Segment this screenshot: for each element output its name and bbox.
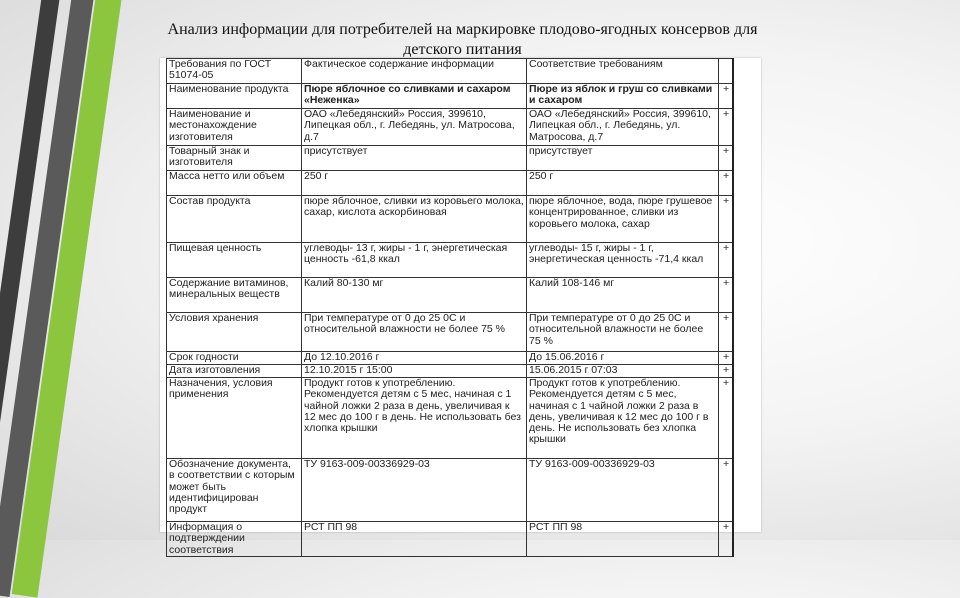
table-row (167, 59, 733, 84)
table-cell-c1: Состав продукта (167, 196, 302, 243)
table-row (167, 459, 733, 522)
table-row (167, 243, 733, 278)
table-cell-c1: Наименование продукта (167, 84, 302, 109)
table-image (160, 58, 761, 556)
table-row (167, 313, 733, 352)
table-cell-c1: Требования по ГОСТ 51074-05 (167, 59, 302, 84)
table-cell-c3: пюре яблочное, вода, пюре грушевое концентрированное, сливки из коровьего молока, сахар (527, 196, 719, 243)
table-cell-c2: пюре яблочное, сливки из коровьего молока, сахар, кислота аскорбиновая (302, 196, 527, 243)
table-cell-c2: До 12.10.2016 г (302, 352, 527, 365)
table-cell-c1: Обозначение документа, в соответствии с которым может быть идентифицирован продукт (167, 459, 302, 522)
table-cell-c1: Товарный знак и изготовителя (167, 146, 302, 171)
table-cell-c4: + (719, 459, 733, 522)
table-cell-c1: Пищевая ценность (167, 243, 302, 278)
table-cell-c3: Калий 108-146 мг (527, 278, 719, 313)
table-cell-c4: + (719, 352, 733, 365)
table-cell-c1: Условия хранения (167, 313, 302, 352)
slide-title: Анализ информации для потребителей на маркировке плодово-ягодных консервов для детского питания (167, 21, 758, 58)
table-cell-c4: + (719, 146, 733, 171)
table-cell-c1: Срок годности (167, 352, 302, 365)
table-cell-c2: 250 г (302, 171, 527, 196)
table-cell-c1: Масса нетто или объем (167, 171, 302, 196)
table-cell-c2: Продукт готов к употреблению. Рекомендуется детям с 5 мес, начиная с 1 чайной ложки 2 раза в день, увеличивая к 12 мес до 100 г в день. Не использовать без хлопка крышки (302, 378, 527, 459)
table-row (167, 522, 733, 557)
table-cell-c2: При температуре от 0 до 25 0С и относительной влажности не более 75 % (302, 313, 527, 352)
table-cell-c3: ТУ 9163-009-00336929-03 (527, 459, 719, 522)
table-cell-c1: Дата изготовления (167, 365, 302, 378)
table-cell-c4: + (719, 365, 733, 378)
labeling-analysis-table (166, 58, 734, 557)
table-row (167, 146, 733, 171)
table-row (167, 278, 733, 313)
table-row (167, 196, 733, 243)
table-cell-c2: ОАО «Лебедянский» Россия, 399610, Липецкая обл., г. Лебедянь, ул. Матросова, д.7 (302, 109, 527, 146)
table-row (167, 352, 733, 365)
table-cell-c3: Соответствие требованиям (527, 59, 719, 84)
table-cell-c3: Продукт готов к употреблению. Рекомендуется детям с 5 мес, начиная с 1 чайной ложки 2 раза в день, увеличивая к 12 мес до 100 г в день. Не использовать без хлопка крышки (527, 378, 719, 459)
table-row (167, 84, 733, 109)
table-cell-c2: Пюре яблочное со сливками и сахаром «Неженка» (302, 84, 527, 109)
table-cell-c4: + (719, 522, 733, 557)
table-cell-c3: присутствует (527, 146, 719, 171)
table-row (167, 109, 733, 146)
table-cell-c3: До 15.06.2016 г (527, 352, 719, 365)
table-cell-c3: 250 г (527, 171, 719, 196)
table-cell-c3: ОАО «Лебедянский» Россия, 399610, Липецкая обл., г. Лебедянь, ул. Матросова, д.7 (527, 109, 719, 146)
table-cell-c2: ТУ 9163-009-00336929-03 (302, 459, 527, 522)
table-cell-c3: Пюре из яблок и груш со сливками и сахаром (527, 84, 719, 109)
table-cell-c2: Фактическое содержание информации (302, 59, 527, 84)
table-cell-c4: + (719, 243, 733, 278)
table-cell-c3: РСТ ПП 98 (527, 522, 719, 557)
table-cell-c2: 12.10.2015 г 15:00 (302, 365, 527, 378)
table-cell-c4: + (719, 109, 733, 146)
table-cell-c2: РСТ ПП 98 (302, 522, 527, 557)
table-cell-c2: Калий 80-130 мг (302, 278, 527, 313)
table-cell-c1: Содержание витаминов, минеральных веществ (167, 278, 302, 313)
table-cell-c4: + (719, 378, 733, 459)
table-cell-c4: + (719, 171, 733, 196)
table-cell-c1: Назначения, условия применения (167, 378, 302, 459)
table-cell-c3: При температуре от 0 до 25 0С и относительной влажности не более 75 % (527, 313, 719, 352)
table-cell-c3: 15.06.2015 г 07:03 (527, 365, 719, 378)
table-cell-c1: Наименование и местонахождение изготовителя (167, 109, 302, 146)
table-cell-c4 (719, 59, 733, 84)
table-cell-c3: углеводы- 15 г, жиры - 1 г, энергетическая ценность -71,4 ккал (527, 243, 719, 278)
table-cell-c2: присутствует (302, 146, 527, 171)
table-cell-c2: углеводы- 13 г, жиры - 1 г, энергетическая ценность -61,8 ккал (302, 243, 527, 278)
table-row (167, 365, 733, 378)
table-row (167, 378, 733, 459)
table-row (167, 171, 733, 196)
table-cell-c1: Информация о подтверждении соответствия (167, 522, 302, 557)
table-cell-c4: + (719, 278, 733, 313)
table-cell-c4: + (719, 84, 733, 109)
table-cell-c4: + (719, 196, 733, 243)
table-cell-c4: + (719, 313, 733, 352)
